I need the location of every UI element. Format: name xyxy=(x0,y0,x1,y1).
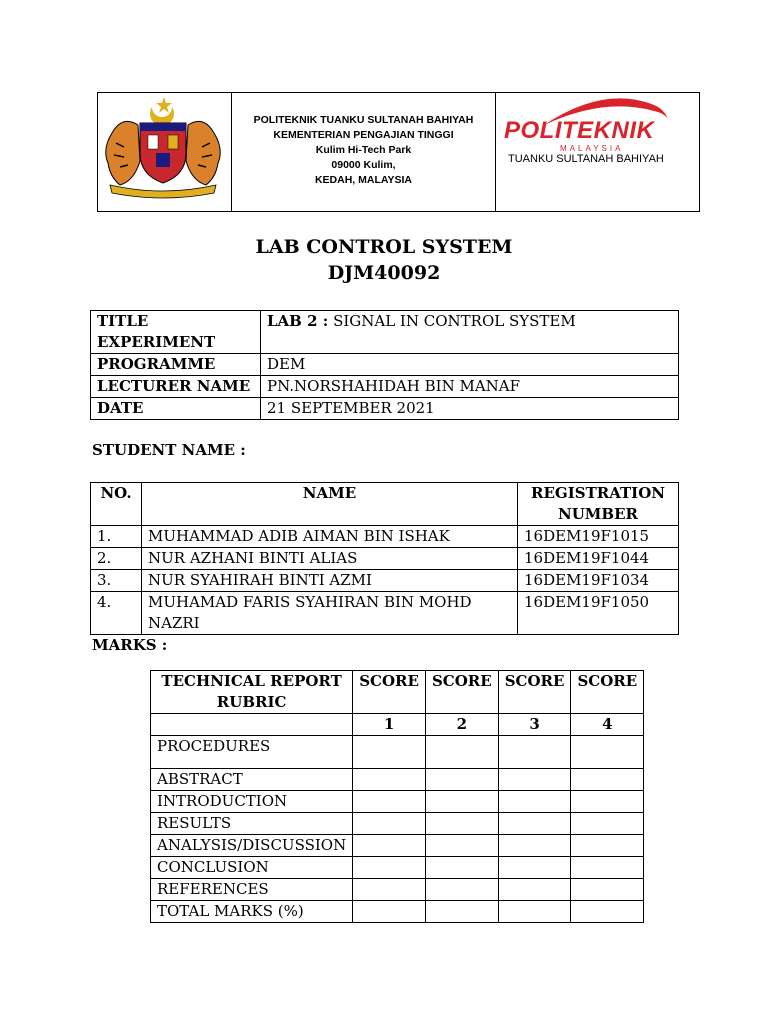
politeknik-country: MALAYSIA xyxy=(560,144,624,153)
score-cell[interactable] xyxy=(571,835,644,857)
table-row xyxy=(91,354,679,376)
score-header: SCORE xyxy=(353,671,426,714)
students-table xyxy=(90,482,679,635)
score-cell[interactable] xyxy=(353,901,426,923)
col-reg-header: REGISTRATION NUMBER xyxy=(518,483,679,526)
student-no: 4. xyxy=(91,592,142,635)
table-row xyxy=(151,857,644,879)
score-cell[interactable] xyxy=(571,769,644,791)
score-cell[interactable] xyxy=(571,857,644,879)
criterion-label: REFERENCES xyxy=(151,879,353,901)
table-row xyxy=(151,901,644,923)
course-code: DJM40092 xyxy=(327,262,441,284)
score-header: SCORE xyxy=(498,671,571,714)
date-label: DATE xyxy=(91,398,261,420)
score-cell[interactable] xyxy=(498,879,571,901)
marks-label: MARKS : xyxy=(92,636,168,654)
score-cell[interactable] xyxy=(571,736,644,769)
criterion-label: ABSTRACT xyxy=(151,769,353,791)
table-row xyxy=(91,526,679,548)
table-header-row xyxy=(151,671,644,714)
experiment-title: SIGNAL IN CONTROL SYSTEM xyxy=(328,312,576,330)
score-cell[interactable] xyxy=(425,736,498,769)
table-row xyxy=(151,835,644,857)
address-line-3: KEDAH, MALAYSIA xyxy=(314,173,413,186)
letterhead xyxy=(97,92,700,212)
score-cell[interactable] xyxy=(353,835,426,857)
col-no-header: NO. xyxy=(91,483,142,526)
student-name-label: STUDENT NAME : xyxy=(92,441,246,459)
table-row xyxy=(91,548,679,570)
score-cell[interactable] xyxy=(498,813,571,835)
score-cell[interactable] xyxy=(353,736,426,769)
score-cell[interactable] xyxy=(498,835,571,857)
student-name: NUR SYAHIRAH BINTI AZMI xyxy=(142,570,518,592)
student-reg: 16DEM19F1015 xyxy=(518,526,679,548)
score-number: 3 xyxy=(498,714,571,736)
politeknik-tagline: TUANKU SULTANAH BAHIYAH xyxy=(508,153,664,165)
address-line-2: 09000 Kulim, xyxy=(331,158,396,171)
empty-cell xyxy=(151,714,353,736)
institution-address xyxy=(232,93,496,211)
table-row xyxy=(91,376,679,398)
politeknik-logo-cell xyxy=(496,93,699,211)
programme-label: PROGRAMME xyxy=(91,354,261,376)
score-cell[interactable] xyxy=(353,879,426,901)
score-cell[interactable] xyxy=(353,813,426,835)
score-cell[interactable] xyxy=(425,879,498,901)
student-reg: 16DEM19F1050 xyxy=(518,592,679,635)
score-cell[interactable] xyxy=(498,791,571,813)
score-number: 2 xyxy=(425,714,498,736)
table-row xyxy=(151,769,644,791)
rubric-header: TECHNICAL REPORT RUBRIC xyxy=(151,671,353,714)
score-cell[interactable] xyxy=(425,835,498,857)
student-name: MUHAMMAD ADIB AIMAN BIN ISHAK xyxy=(142,526,518,548)
lab-number: LAB 2 : xyxy=(267,312,329,330)
score-number-row xyxy=(151,714,644,736)
table-row xyxy=(91,398,679,420)
politeknik-wordmark: POLITEKNIK xyxy=(504,117,655,144)
score-number: 4 xyxy=(571,714,644,736)
student-no: 2. xyxy=(91,548,142,570)
title-label: TITLE EXPERIMENT xyxy=(91,311,261,354)
student-name: MUHAMAD FARIS SYAHIRAN BIN MOHD NAZRI xyxy=(142,592,518,635)
table-header-row xyxy=(91,483,679,526)
score-cell[interactable] xyxy=(498,736,571,769)
score-cell[interactable] xyxy=(425,813,498,835)
score-cell[interactable] xyxy=(353,791,426,813)
student-no: 1. xyxy=(91,526,142,548)
address-line-1: Kulim Hi-Tech Park xyxy=(315,143,412,156)
lecturer-value: PN.NORSHAHIDAH BIN MANAF xyxy=(261,376,679,398)
table-row xyxy=(91,592,679,635)
table-row xyxy=(151,879,644,901)
doc-title: LAB CONTROL SYSTEM xyxy=(255,236,513,258)
score-number: 1 xyxy=(353,714,426,736)
score-cell[interactable] xyxy=(498,769,571,791)
student-reg: 16DEM19F1044 xyxy=(518,548,679,570)
coat-of-arms-icon xyxy=(98,93,228,211)
score-cell[interactable] xyxy=(571,791,644,813)
student-reg: 16DEM19F1034 xyxy=(518,570,679,592)
experiment-info-table xyxy=(90,310,679,420)
score-cell[interactable] xyxy=(353,857,426,879)
programme-value: DEM xyxy=(261,354,679,376)
table-row xyxy=(91,570,679,592)
score-cell[interactable] xyxy=(498,901,571,923)
criterion-label: TOTAL MARKS (%) xyxy=(151,901,353,923)
criterion-label: CONCLUSION xyxy=(151,857,353,879)
table-row xyxy=(151,791,644,813)
criterion-label: ANALYSIS/DISCUSSION xyxy=(151,835,353,857)
score-cell[interactable] xyxy=(498,857,571,879)
student-name: NUR AZHANI BINTI ALIAS xyxy=(142,548,518,570)
criterion-label: RESULTS xyxy=(151,813,353,835)
score-cell[interactable] xyxy=(425,857,498,879)
table-row xyxy=(151,813,644,835)
score-cell[interactable] xyxy=(425,901,498,923)
score-cell[interactable] xyxy=(353,769,426,791)
student-no: 3. xyxy=(91,570,142,592)
score-header: SCORE xyxy=(571,671,644,714)
title-value xyxy=(261,311,679,354)
date-value: 21 SEPTEMBER 2021 xyxy=(261,398,679,420)
col-name-header: NAME xyxy=(142,483,518,526)
table-row xyxy=(151,736,644,769)
score-cell[interactable] xyxy=(571,813,644,835)
criterion-label: PROCEDURES xyxy=(151,736,353,769)
coat-of-arms-cell xyxy=(98,93,232,211)
score-cell[interactable] xyxy=(571,879,644,901)
ministry-name: KEMENTERIAN PENGAJIAN TINGGI xyxy=(273,128,454,141)
institution-name: POLITEKNIK TUANKU SULTANAH BAHIYAH xyxy=(253,113,474,126)
criterion-label: INTRODUCTION xyxy=(151,791,353,813)
table-row xyxy=(91,311,679,354)
marks-rubric-table xyxy=(150,670,644,923)
score-cell[interactable] xyxy=(425,791,498,813)
score-cell[interactable] xyxy=(425,769,498,791)
score-header: SCORE xyxy=(425,671,498,714)
lecturer-label: LECTURER NAME xyxy=(91,376,261,398)
score-cell[interactable] xyxy=(571,901,644,923)
